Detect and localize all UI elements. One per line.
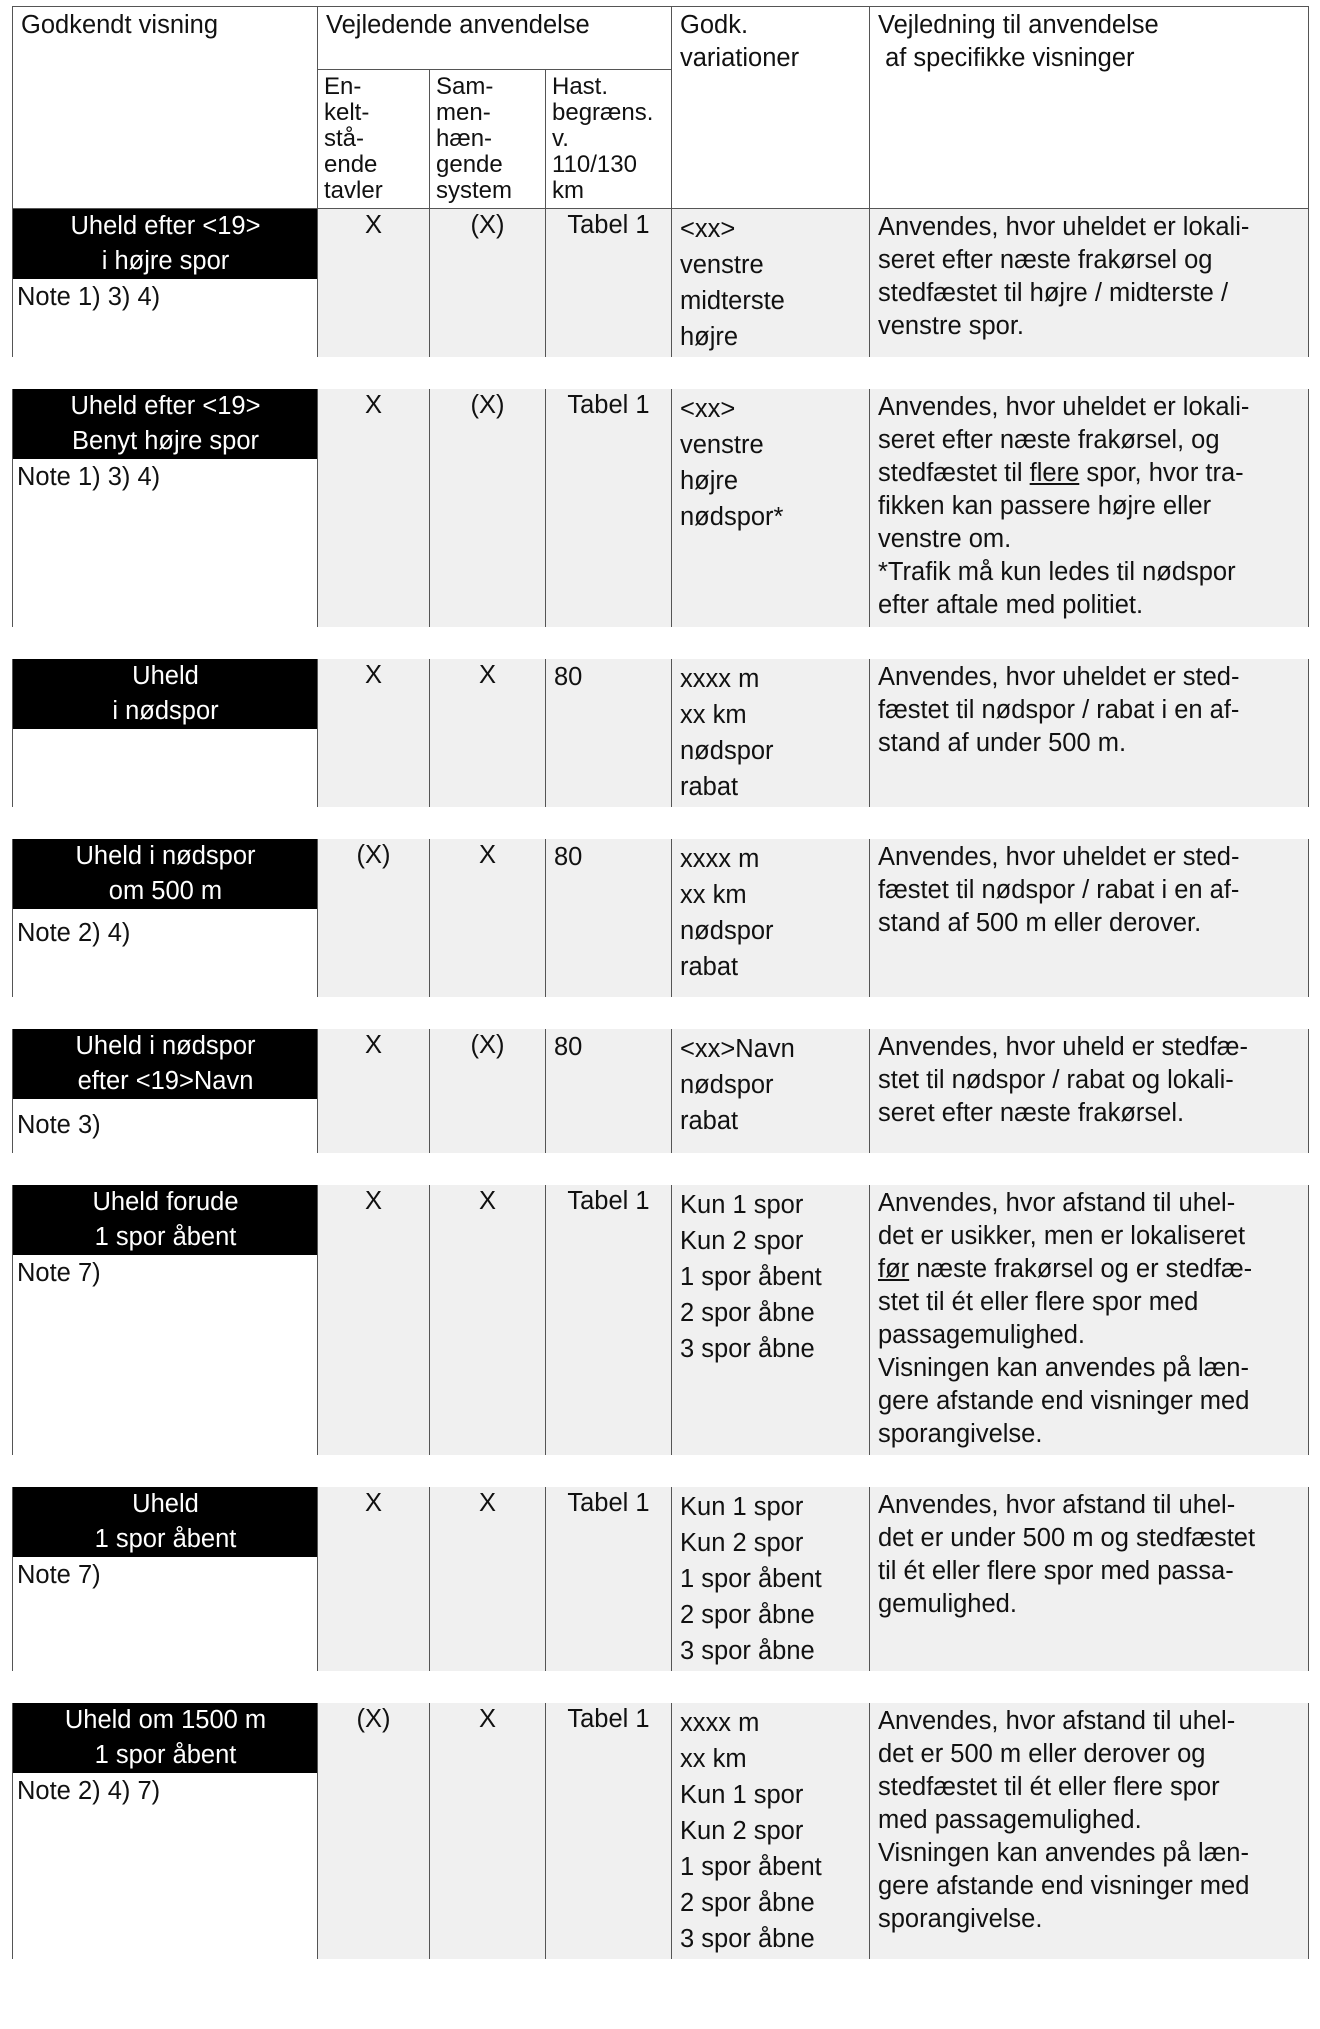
sign-cell <box>13 1029 318 1153</box>
variations-cell: Kun 1 spor Kun 2 spor 1 spor åbent 2 spor åbne 3 spor åbne <box>672 1185 870 1455</box>
speed-cell: Tabel 1 <box>546 1185 672 1455</box>
header-approved-display: Godkendt visning <box>13 7 318 209</box>
variations-cell: xxxx m xx km nødspor rabat <box>672 659 870 807</box>
sign-line: Benyt højre spor <box>13 424 318 459</box>
sign-line: 1 spor åbent <box>13 1522 318 1557</box>
system-cell: X <box>430 1487 546 1671</box>
table-row <box>13 389 1309 627</box>
variations-cell: <xx>Navn nødspor rabat <box>672 1029 870 1153</box>
sign-line: Uheld i nødspor <box>13 1029 318 1064</box>
single-cell: X <box>318 1487 430 1671</box>
single-cell: X <box>318 209 430 358</box>
single-cell: (X) <box>318 839 430 997</box>
variations-cell: <xx> venstre midterste højre <box>672 209 870 358</box>
system-cell: X <box>430 1703 546 1959</box>
speed-cell: Tabel 1 <box>546 389 672 627</box>
system-cell: (X) <box>430 389 546 627</box>
guidance-cell: Anvendes, hvor uheldet er sted- fæstet til nødspor / rabat i en af- stand af 500 m eller derover. <box>870 839 1309 997</box>
speed-cell: 80 <box>546 1029 672 1153</box>
table-row <box>13 1185 1309 1455</box>
guidance-cell: Anvendes, hvor uheldet er lokali- seret efter næste frakørsel, og stedfæstet til flere spor, hvor tra- fikken kan passere højre eller venstre om. *Trafik må kun ledes til nødspor efter aftale med politiet. <box>870 389 1309 627</box>
note: Note 7) <box>17 1561 101 1589</box>
table-row <box>13 1487 1309 1671</box>
sign-line: Uheld i nødspor <box>13 839 318 874</box>
table-row <box>13 1029 1309 1153</box>
guidance-cell: Anvendes, hvor afstand til uhel- det er 500 m eller derover og stedfæstet til ét eller flere spor med passagemulighed. Visningen kan anvendes på læn- gere afstande end visninger med sporangivelse. <box>870 1703 1309 1959</box>
sign-cell <box>13 839 318 997</box>
single-cell: X <box>318 389 430 627</box>
table-row <box>13 839 1309 997</box>
system-cell: (X) <box>430 209 546 358</box>
sign-line: Uheld <box>13 659 318 694</box>
guidance-cell: Anvendes, hvor uheldet er lokali- seret efter næste frakørsel og stedfæstet til højre / midterste / venstre spor. <box>870 209 1309 358</box>
single-cell: (X) <box>318 1703 430 1959</box>
speed-cell: 80 <box>546 659 672 807</box>
sign-line: i højre spor <box>13 244 318 279</box>
guidance-cell: Anvendes, hvor afstand til uhel- det er usikker, men er lokaliseret før næste frakørsel og er stedfæ- stet til ét eller flere spor med passagemulighed. Visningen kan anvendes på læn- gere afstande end visninger med sporangivelse. <box>870 1185 1309 1455</box>
table-row <box>13 659 1309 807</box>
sign-line: Uheld efter <19> <box>13 389 318 424</box>
sign-line: efter <19>Navn <box>13 1064 318 1099</box>
header-single-signs: En- kelt- stå- ende tavler <box>318 70 430 209</box>
speed-cell: Tabel 1 <box>546 1703 672 1959</box>
note: Note 3) <box>17 1111 101 1139</box>
header-guidance: Vejledning til anvendelse af specifikke visninger <box>870 7 1309 209</box>
sign-cell <box>13 1487 318 1671</box>
sign-line: Uheld <box>13 1487 318 1522</box>
guidance-cell: Anvendes, hvor uheldet er sted- fæstet til nødspor / rabat i en af- stand af under 500 m. <box>870 659 1309 807</box>
table-row <box>13 1703 1309 1959</box>
note: Note 2) 4) 7) <box>17 1777 161 1805</box>
single-cell: X <box>318 659 430 807</box>
note: Note 1) 3) 4) <box>17 283 161 311</box>
note: Note 7) <box>17 1259 101 1287</box>
sign-line: i nødspor <box>13 694 318 729</box>
sign-cell <box>13 209 318 358</box>
system-cell: X <box>430 659 546 807</box>
system-cell: (X) <box>430 1029 546 1153</box>
speed-cell: 80 <box>546 839 672 997</box>
speed-cell: Tabel 1 <box>546 1487 672 1671</box>
guidance-cell: Anvendes, hvor uheld er stedfæ- stet til nødspor / rabat og lokali- seret efter næste frakørsel. <box>870 1029 1309 1153</box>
single-cell: X <box>318 1185 430 1455</box>
note: Note 1) 3) 4) <box>17 463 161 491</box>
variations-cell: xxxx m xx km Kun 1 spor Kun 2 spor 1 spor åbent 2 spor åbne 3 spor åbne <box>672 1703 870 1959</box>
sign-line: Uheld efter <19> <box>13 209 318 244</box>
sign-line: Uheld om 1500 m <box>13 1703 318 1738</box>
sign-cell <box>13 1185 318 1455</box>
system-cell: X <box>430 839 546 997</box>
sign-line: 1 spor åbent <box>13 1220 318 1255</box>
variations-cell: Kun 1 spor Kun 2 spor 1 spor åbent 2 spor åbne 3 spor åbne <box>672 1487 870 1671</box>
header-connected-system: Sam- men- hæn- gende system <box>430 70 546 209</box>
sign-cell <box>13 389 318 627</box>
sign-line: om 500 m <box>13 874 318 909</box>
table-row <box>13 209 1309 358</box>
sign-cell <box>13 1703 318 1959</box>
sign-line: 1 spor åbent <box>13 1738 318 1773</box>
system-cell: X <box>430 1185 546 1455</box>
sign-line: Uheld forude <box>13 1185 318 1220</box>
note: Note 2) 4) <box>17 919 131 947</box>
variations-cell: xxxx m xx km nødspor rabat <box>672 839 870 997</box>
variations-cell: <xx> venstre højre nødspor* <box>672 389 870 627</box>
guidance-cell: Anvendes, hvor afstand til uhel- det er under 500 m og stedfæstet til ét eller flere spor med passa- gemulighed. <box>870 1487 1309 1671</box>
header-speed-limit: Hast. begræns. v. 110/130 km <box>546 70 672 209</box>
header-recommended-use: Vejledende anvendelse <box>318 7 672 70</box>
speed-cell: Tabel 1 <box>546 209 672 358</box>
header-approved-variations: Godk. variationer <box>672 7 870 209</box>
sign-cell <box>13 659 318 807</box>
single-cell: X <box>318 1029 430 1153</box>
guidance-table <box>12 6 1309 1959</box>
